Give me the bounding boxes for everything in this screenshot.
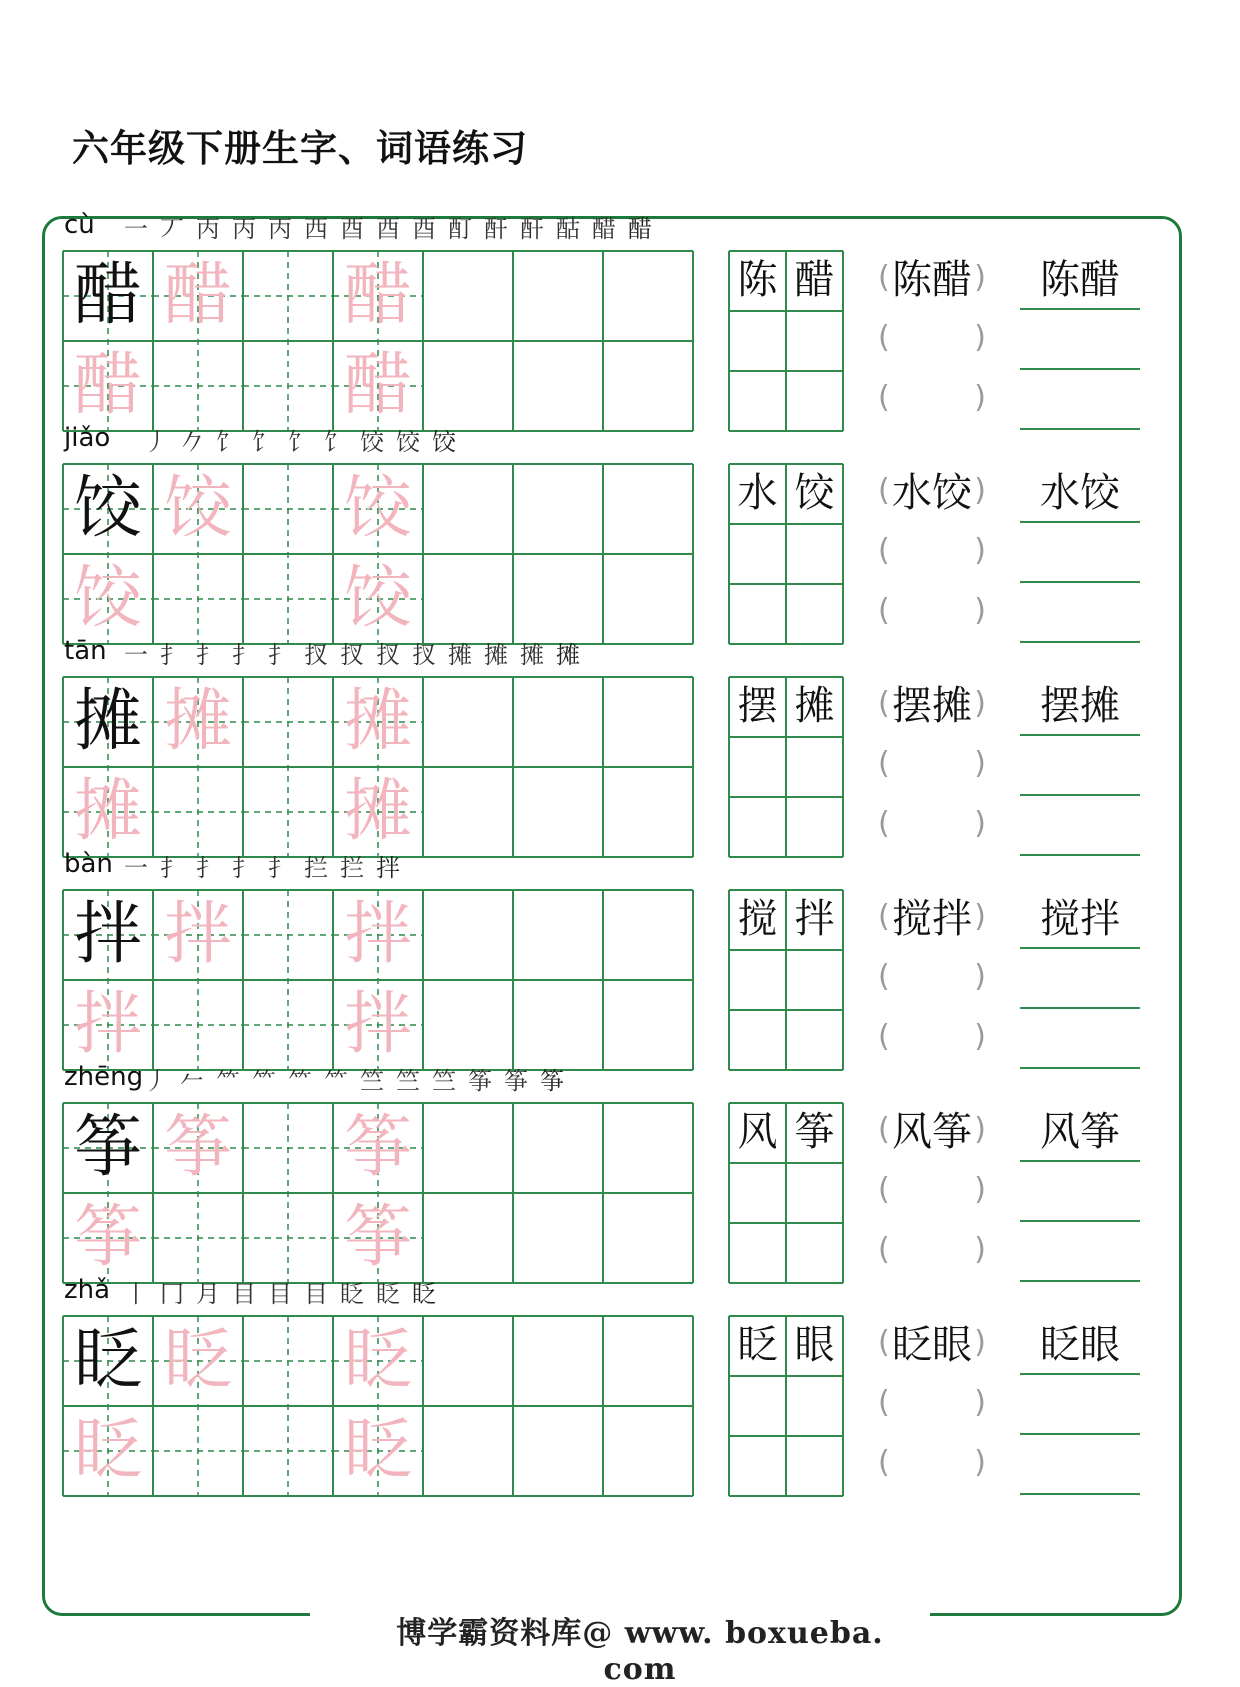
pinyin-label: jiǎo [64, 423, 111, 453]
word-practice-grid [728, 463, 848, 643]
right-paren: ) [974, 1172, 986, 1207]
parenthesis-row [872, 250, 992, 310]
writing-grid [62, 463, 692, 643]
left-paren: ( [878, 1112, 890, 1147]
parenthesis-row [872, 1315, 992, 1375]
parenthesis-practice [872, 676, 992, 856]
trace-character: 眨 [163, 1321, 232, 1400]
stroke-step: 扠 [376, 641, 400, 669]
underline-row[interactable] [1020, 736, 1140, 796]
right-paren: ) [974, 1385, 986, 1420]
stroke-step: 丿 [144, 428, 168, 456]
right-paren: ) [974, 1019, 986, 1054]
stroke-step: 拦 [340, 854, 364, 882]
parenthesis-row[interactable] [872, 1009, 992, 1069]
stroke-step: 冂 [160, 1280, 184, 1308]
right-paren: ) [974, 899, 986, 934]
trace-character: 饺 [163, 469, 232, 548]
underline-row [1020, 1102, 1140, 1162]
trace-character: 饺 [73, 559, 142, 638]
stroke-step: ⺮ [288, 1067, 312, 1095]
underline-row[interactable] [1020, 1162, 1140, 1222]
stroke-step: 酉 [340, 215, 364, 243]
pinyin-label: zhǎ [64, 1275, 111, 1305]
stroke-step: 竺 [396, 1067, 420, 1095]
left-paren: ( [878, 806, 890, 841]
trace-character: 眨 [343, 1321, 412, 1400]
parenthesis-word: 眨眼 [892, 1322, 972, 1368]
trace-character: 筝 [73, 1198, 142, 1277]
right-paren: ) [974, 260, 986, 295]
parenthesis-row[interactable] [872, 1375, 992, 1435]
stroke-step: 西 [304, 215, 328, 243]
parenthesis-word: 风筝 [892, 1109, 972, 1155]
right-paren: ) [974, 746, 986, 781]
parenthesis-row[interactable] [872, 796, 992, 856]
stroke-order-sequence [120, 1277, 440, 1313]
underline-practice [1020, 889, 1140, 1069]
parenthesis-row[interactable] [872, 736, 992, 796]
stroke-step: 饺 [432, 428, 456, 456]
stroke-step: 拦 [304, 854, 328, 882]
underline-practice [1020, 1102, 1140, 1282]
parenthesis-practice [872, 250, 992, 430]
stroke-step: 扠 [304, 641, 328, 669]
stroke-order-sequence [140, 425, 460, 461]
right-paren: ) [974, 533, 986, 568]
underline-row[interactable] [1020, 1222, 1140, 1282]
pinyin-label: tān [64, 636, 107, 666]
word-character: 醋 [794, 257, 835, 303]
model-character: 拌 [73, 895, 142, 974]
model-character: 筝 [73, 1108, 142, 1187]
underline-practice [1020, 676, 1140, 856]
word-character: 眼 [794, 1322, 835, 1368]
stroke-step: 酐 [520, 215, 544, 243]
trace-character: 摊 [163, 682, 232, 761]
underline-row [1020, 1315, 1140, 1375]
parenthesis-row[interactable] [872, 370, 992, 430]
word-practice-grid [728, 889, 848, 1069]
stroke-order-sequence [120, 638, 584, 674]
stroke-step: 扌 [268, 854, 292, 882]
underline-row [1020, 889, 1140, 949]
parenthesis-row[interactable] [872, 949, 992, 1009]
stroke-order-sequence [140, 1064, 568, 1100]
left-paren: ( [878, 959, 890, 994]
parenthesis-row[interactable] [872, 310, 992, 370]
pinyin-label: zhēng [64, 1062, 144, 1092]
underline-row [1020, 250, 1140, 310]
word-practice-grid [728, 1315, 848, 1495]
stroke-step: 扠 [412, 641, 436, 669]
parenthesis-word: 水饺 [892, 470, 972, 516]
stroke-step: 竺 [360, 1067, 384, 1095]
right-paren: ) [974, 686, 986, 721]
stroke-step: 扌 [196, 641, 220, 669]
left-paren: ( [878, 473, 890, 508]
stroke-step: 丙 [268, 215, 292, 243]
stroke-step: ⺮ [324, 1067, 348, 1095]
underline-row [1020, 463, 1140, 523]
word-practice-grid [728, 676, 848, 856]
stroke-step: 扠 [340, 641, 364, 669]
word-character: 拌 [794, 896, 835, 942]
word-character: 搅 [737, 896, 778, 942]
underline-row[interactable] [1020, 583, 1140, 643]
trace-character: 拌 [343, 895, 412, 974]
stroke-step: 眨 [376, 1280, 400, 1308]
right-paren: ) [974, 320, 986, 355]
stroke-step: 酤 [556, 215, 580, 243]
stroke-step: 扌 [196, 854, 220, 882]
model-character: 摊 [73, 682, 142, 761]
underline-practice [1020, 250, 1140, 430]
stroke-step: 眨 [340, 1280, 364, 1308]
stroke-step: ⺮ [216, 1067, 240, 1095]
right-paren: ) [974, 959, 986, 994]
stroke-step: 𠂉 [180, 1067, 204, 1095]
stroke-step: 酉 [412, 215, 436, 243]
stroke-step: 目 [304, 1280, 328, 1308]
stroke-step: 饺 [396, 428, 420, 456]
stroke-step: 丆 [160, 215, 184, 243]
word-character: 饺 [794, 470, 835, 516]
stroke-step: 丙 [232, 215, 256, 243]
parenthesis-row[interactable] [872, 523, 992, 583]
stroke-step: 丿 [144, 1067, 168, 1095]
word-character: 陈 [737, 257, 778, 303]
parenthesis-row [872, 889, 992, 949]
page-title: 六年级下册生字、词语练习 [72, 127, 528, 170]
trace-character: 拌 [163, 895, 232, 974]
right-paren: ) [974, 1112, 986, 1147]
trace-character: 饺 [343, 469, 412, 548]
right-paren: ) [974, 473, 986, 508]
parenthesis-practice [872, 1102, 992, 1282]
underline-row[interactable] [1020, 370, 1140, 430]
trace-character: 筝 [343, 1108, 412, 1187]
left-paren: ( [878, 1232, 890, 1267]
parenthesis-practice [872, 1315, 992, 1495]
trace-character: 筝 [163, 1108, 232, 1187]
underline-row[interactable] [1020, 1435, 1140, 1495]
stroke-step: 月 [196, 1280, 220, 1308]
writing-grid [62, 1315, 692, 1495]
parenthesis-word: 陈醋 [892, 257, 972, 303]
character-entry [60, 1275, 1160, 1501]
character-entry [60, 636, 1160, 862]
stroke-order-sequence [120, 851, 404, 887]
trace-character: 摊 [343, 772, 412, 851]
parenthesis-practice [872, 889, 992, 1069]
stroke-step: 一 [124, 641, 148, 669]
left-paren: ( [878, 593, 890, 628]
stroke-step: 扌 [160, 854, 184, 882]
trace-character: 摊 [73, 772, 142, 851]
stroke-step: 拌 [376, 854, 400, 882]
parenthesis-practice [872, 463, 992, 643]
stroke-step: 扌 [232, 854, 256, 882]
stroke-step: 酊 [448, 215, 472, 243]
trace-character: 眨 [343, 1411, 412, 1490]
left-paren: ( [878, 533, 890, 568]
underline-practice [1020, 463, 1140, 643]
right-paren: ) [974, 1325, 986, 1360]
left-paren: ( [878, 320, 890, 355]
right-paren: ) [974, 806, 986, 841]
stroke-step: 目 [232, 1280, 256, 1308]
underline-row[interactable] [1020, 949, 1140, 1009]
parenthesis-row [872, 463, 992, 523]
writing-grid [62, 1102, 692, 1282]
underline-row[interactable] [1020, 796, 1140, 856]
right-paren: ) [974, 380, 986, 415]
stroke-step: 一 [124, 215, 148, 243]
character-entry [60, 849, 1160, 1075]
left-paren: ( [878, 746, 890, 781]
word-character: 筝 [794, 1109, 835, 1155]
writing-grid [62, 250, 692, 430]
underline-row[interactable] [1020, 1375, 1140, 1435]
pinyin-label: bàn [64, 849, 113, 879]
writing-grid [62, 889, 692, 1069]
underline-word: 水饺 [1040, 470, 1120, 516]
model-character: 饺 [73, 469, 142, 548]
parenthesis-word: 搅拌 [892, 896, 972, 942]
parenthesis-word: 摆摊 [892, 683, 972, 729]
stroke-step: 扌 [232, 641, 256, 669]
underline-word: 眨眼 [1040, 1322, 1120, 1368]
underline-row[interactable] [1020, 523, 1140, 583]
left-paren: ( [878, 1325, 890, 1360]
underline-word: 陈醋 [1040, 257, 1120, 303]
character-entry [60, 210, 1160, 436]
left-paren: ( [878, 1385, 890, 1420]
stroke-step: 醋 [628, 215, 652, 243]
trace-character: 摊 [343, 682, 412, 761]
underline-word: 风筝 [1040, 1109, 1120, 1155]
parenthesis-row[interactable] [872, 1435, 992, 1495]
stroke-step: 眨 [412, 1280, 436, 1308]
parenthesis-row[interactable] [872, 583, 992, 643]
word-character: 眨 [737, 1322, 778, 1368]
left-paren: ( [878, 899, 890, 934]
trace-character: 筝 [343, 1198, 412, 1277]
left-paren: ( [878, 260, 890, 295]
stroke-step: 摊 [520, 641, 544, 669]
left-paren: ( [878, 1445, 890, 1480]
trace-character: 醋 [163, 256, 232, 335]
right-paren: ) [974, 593, 986, 628]
trace-character: 眨 [73, 1411, 142, 1490]
trace-character: 醋 [73, 346, 142, 425]
parenthesis-row [872, 1102, 992, 1162]
stroke-step: 酉 [376, 215, 400, 243]
stroke-step: 丨 [124, 1280, 148, 1308]
character-entry [60, 423, 1160, 649]
stroke-step: 摊 [448, 641, 472, 669]
pinyin-label: cù [64, 210, 95, 240]
underline-practice [1020, 1315, 1140, 1495]
underline-word: 搅拌 [1040, 896, 1120, 942]
stroke-step: 饣 [324, 428, 348, 456]
underline-row[interactable] [1020, 310, 1140, 370]
stroke-step: 目 [268, 1280, 292, 1308]
stroke-step: 竺 [432, 1067, 456, 1095]
left-paren: ( [878, 686, 890, 721]
parenthesis-row[interactable] [872, 1222, 992, 1282]
stroke-step: 扌 [268, 641, 292, 669]
right-paren: ) [974, 1232, 986, 1267]
stroke-step: 一 [124, 854, 148, 882]
word-practice-grid [728, 1102, 848, 1282]
stroke-order-sequence [120, 212, 656, 248]
trace-character: 拌 [343, 985, 412, 1064]
underline-word: 摆摊 [1040, 683, 1120, 729]
parenthesis-row [872, 676, 992, 736]
left-paren: ( [878, 1019, 890, 1054]
stroke-step: 酐 [484, 215, 508, 243]
stroke-step: 筝 [468, 1067, 492, 1095]
word-character: 摊 [794, 683, 835, 729]
trace-character: 饺 [343, 559, 412, 638]
word-character: 风 [737, 1109, 778, 1155]
stroke-step: 𠂊 [180, 428, 204, 456]
model-character: 醋 [73, 256, 142, 335]
stroke-step: 扌 [160, 641, 184, 669]
word-character: 摆 [737, 683, 778, 729]
left-paren: ( [878, 1172, 890, 1207]
stroke-step: 饣 [216, 428, 240, 456]
character-entry [60, 1062, 1160, 1288]
trace-character: 拌 [73, 985, 142, 1064]
stroke-step: 饣 [288, 428, 312, 456]
stroke-step: 丙 [196, 215, 220, 243]
stroke-step: 摊 [484, 641, 508, 669]
parenthesis-row[interactable] [872, 1162, 992, 1222]
stroke-step: 筝 [504, 1067, 528, 1095]
underline-row [1020, 676, 1140, 736]
stroke-step: ⺮ [252, 1067, 276, 1095]
trace-character: 醋 [343, 256, 412, 335]
underline-row[interactable] [1020, 1009, 1140, 1069]
word-practice-grid [728, 250, 848, 430]
stroke-step: 筝 [540, 1067, 564, 1095]
model-character: 眨 [73, 1321, 142, 1400]
right-paren: ) [974, 1445, 986, 1480]
left-paren: ( [878, 380, 890, 415]
footer-text: 博学霸资料库@ www. boxueba. com [396, 1616, 884, 1687]
stroke-step: 醋 [592, 215, 616, 243]
stroke-step: 饣 [252, 428, 276, 456]
stroke-step: 摊 [556, 641, 580, 669]
trace-character: 醋 [343, 346, 412, 425]
word-character: 水 [737, 470, 778, 516]
writing-grid [62, 676, 692, 856]
stroke-step: 饺 [360, 428, 384, 456]
